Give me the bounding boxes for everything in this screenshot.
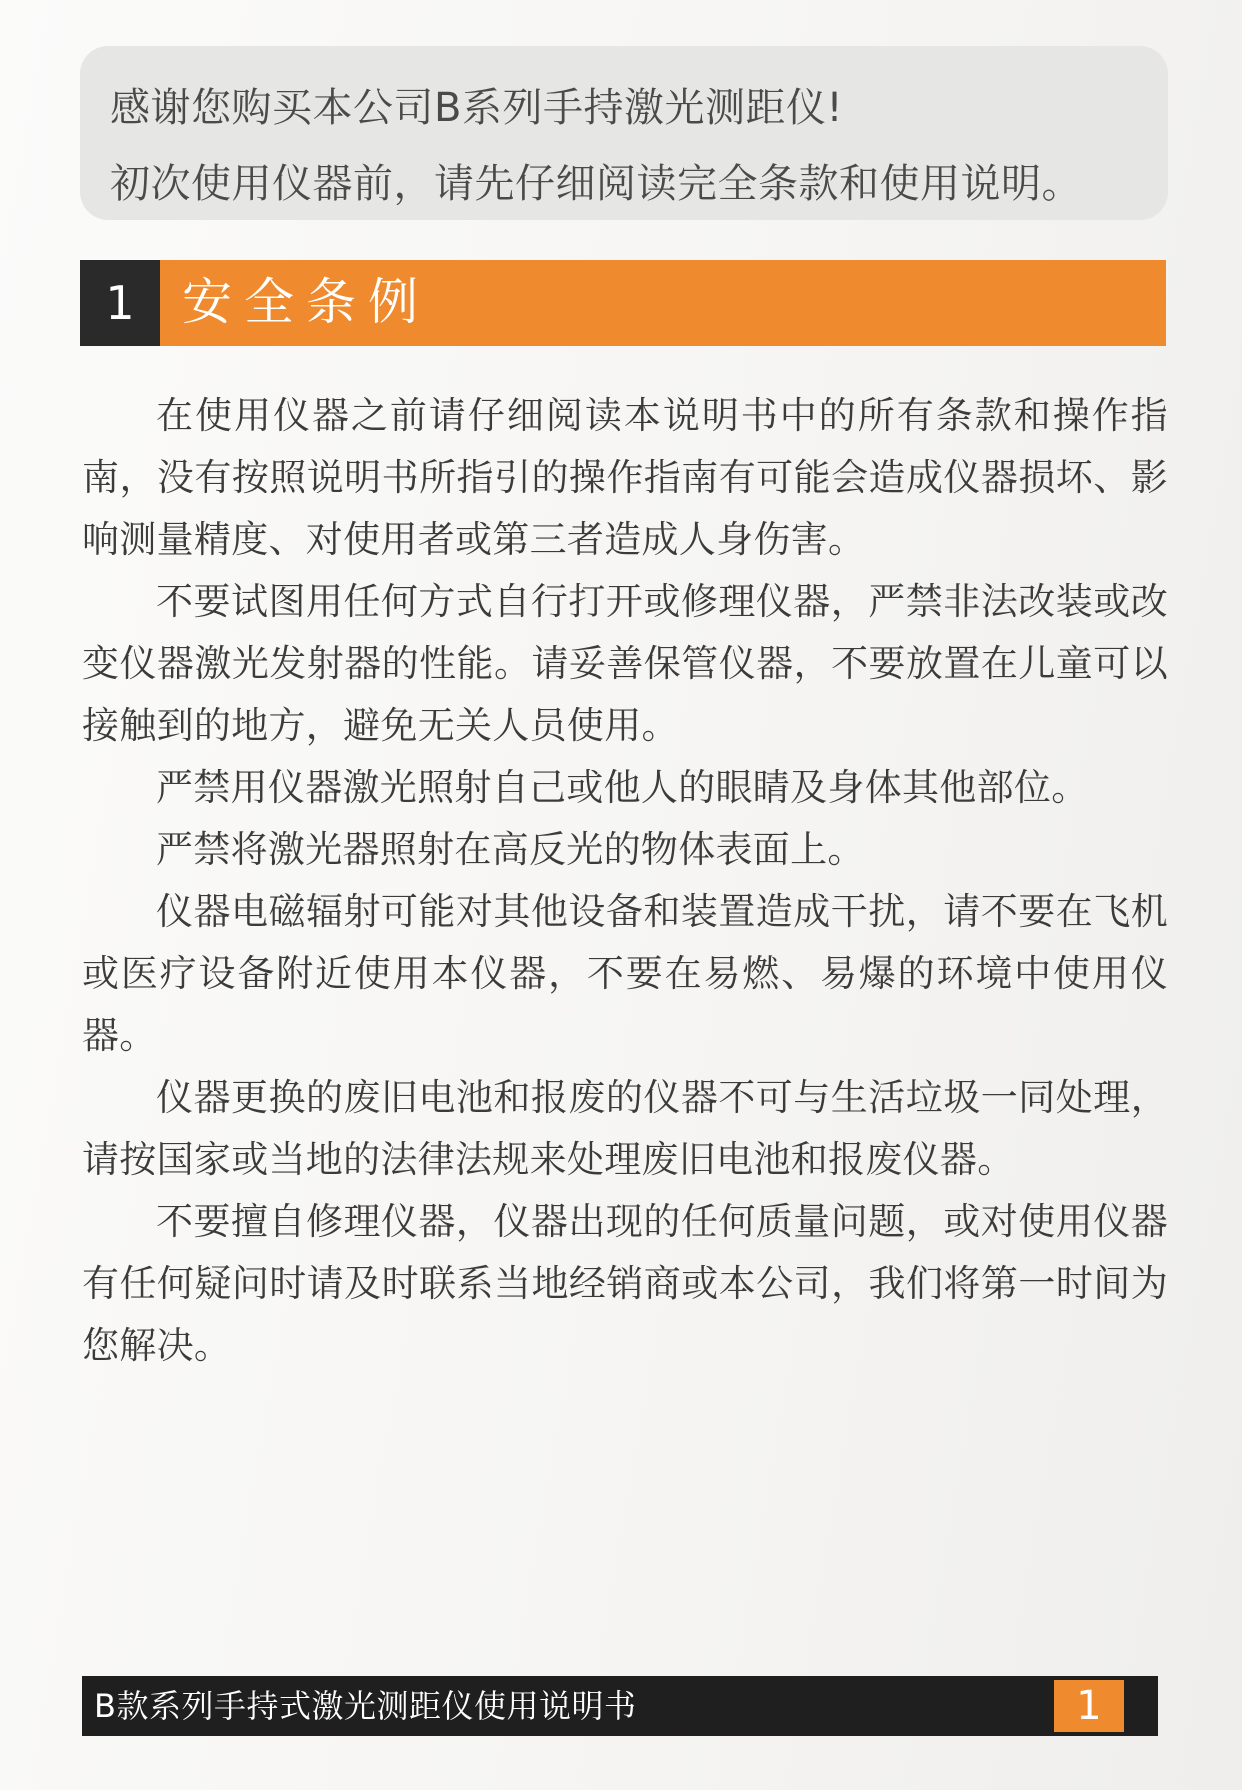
footer-manual-title: B款系列手持式激光测距仪使用说明书: [94, 1687, 637, 1725]
page-number: 1: [1054, 1680, 1124, 1732]
paragraph-no-reflective-surface: 严禁将激光器照射在高反光的物体表面上。: [156, 828, 865, 871]
paragraph-battery-disposal: 仪器更换的废旧电池和报废的仪器不可与生活垃圾一同处理，请按国家或当地的法律法规来处理废旧电池和报废仪器。: [82, 1076, 1168, 1181]
intro-line-thanks: 感谢您购买本公司B系列手持激光测距仪!: [110, 85, 843, 131]
intro-line-read-first: 初次使用仪器前，请先仔细阅读完全条款和使用说明。: [110, 161, 1082, 207]
paragraph-no-eye-exposure: 严禁用仪器激光照射自己或他人的眼睛及身体其他部位。: [156, 766, 1089, 809]
safety-rules-body: [82, 385, 1168, 1377]
section-title: 安全条例: [182, 273, 430, 331]
paragraph-read-manual: 在使用仪器之前请仔细阅读本说明书中的所有条款和操作指南，没有按照说明书所指引的操作指南有可能会造成仪器损坏、影响测量精度、对使用者或第三者造成人身伤害。: [82, 394, 1168, 561]
section-number: 1: [80, 260, 160, 346]
paragraph-em-interference: 仪器电磁辐射可能对其他设备和装置造成干扰，请不要在飞机或医疗设备附近使用本仪器，不要在易燃、易爆的环境中使用仪器。: [82, 890, 1168, 1057]
section-header: [80, 260, 1166, 346]
footer-bar: [82, 1676, 1158, 1736]
intro-box: [80, 46, 1168, 220]
section-title-bar: [160, 260, 1166, 346]
paragraph-no-self-repair: 不要试图用任何方式自行打开或修理仪器，严禁非法改装或改变仪器激光发射器的性能。请妥善保管仪器，不要放置在儿童可以接触到的地方，避免无关人员使用。: [82, 580, 1168, 747]
paragraph-contact-support: 不要擅自修理仪器，仪器出现的任何质量问题，或对使用仪器有任何疑问时请及时联系当地经销商或本公司，我们将第一时间为您解决。: [82, 1200, 1168, 1367]
